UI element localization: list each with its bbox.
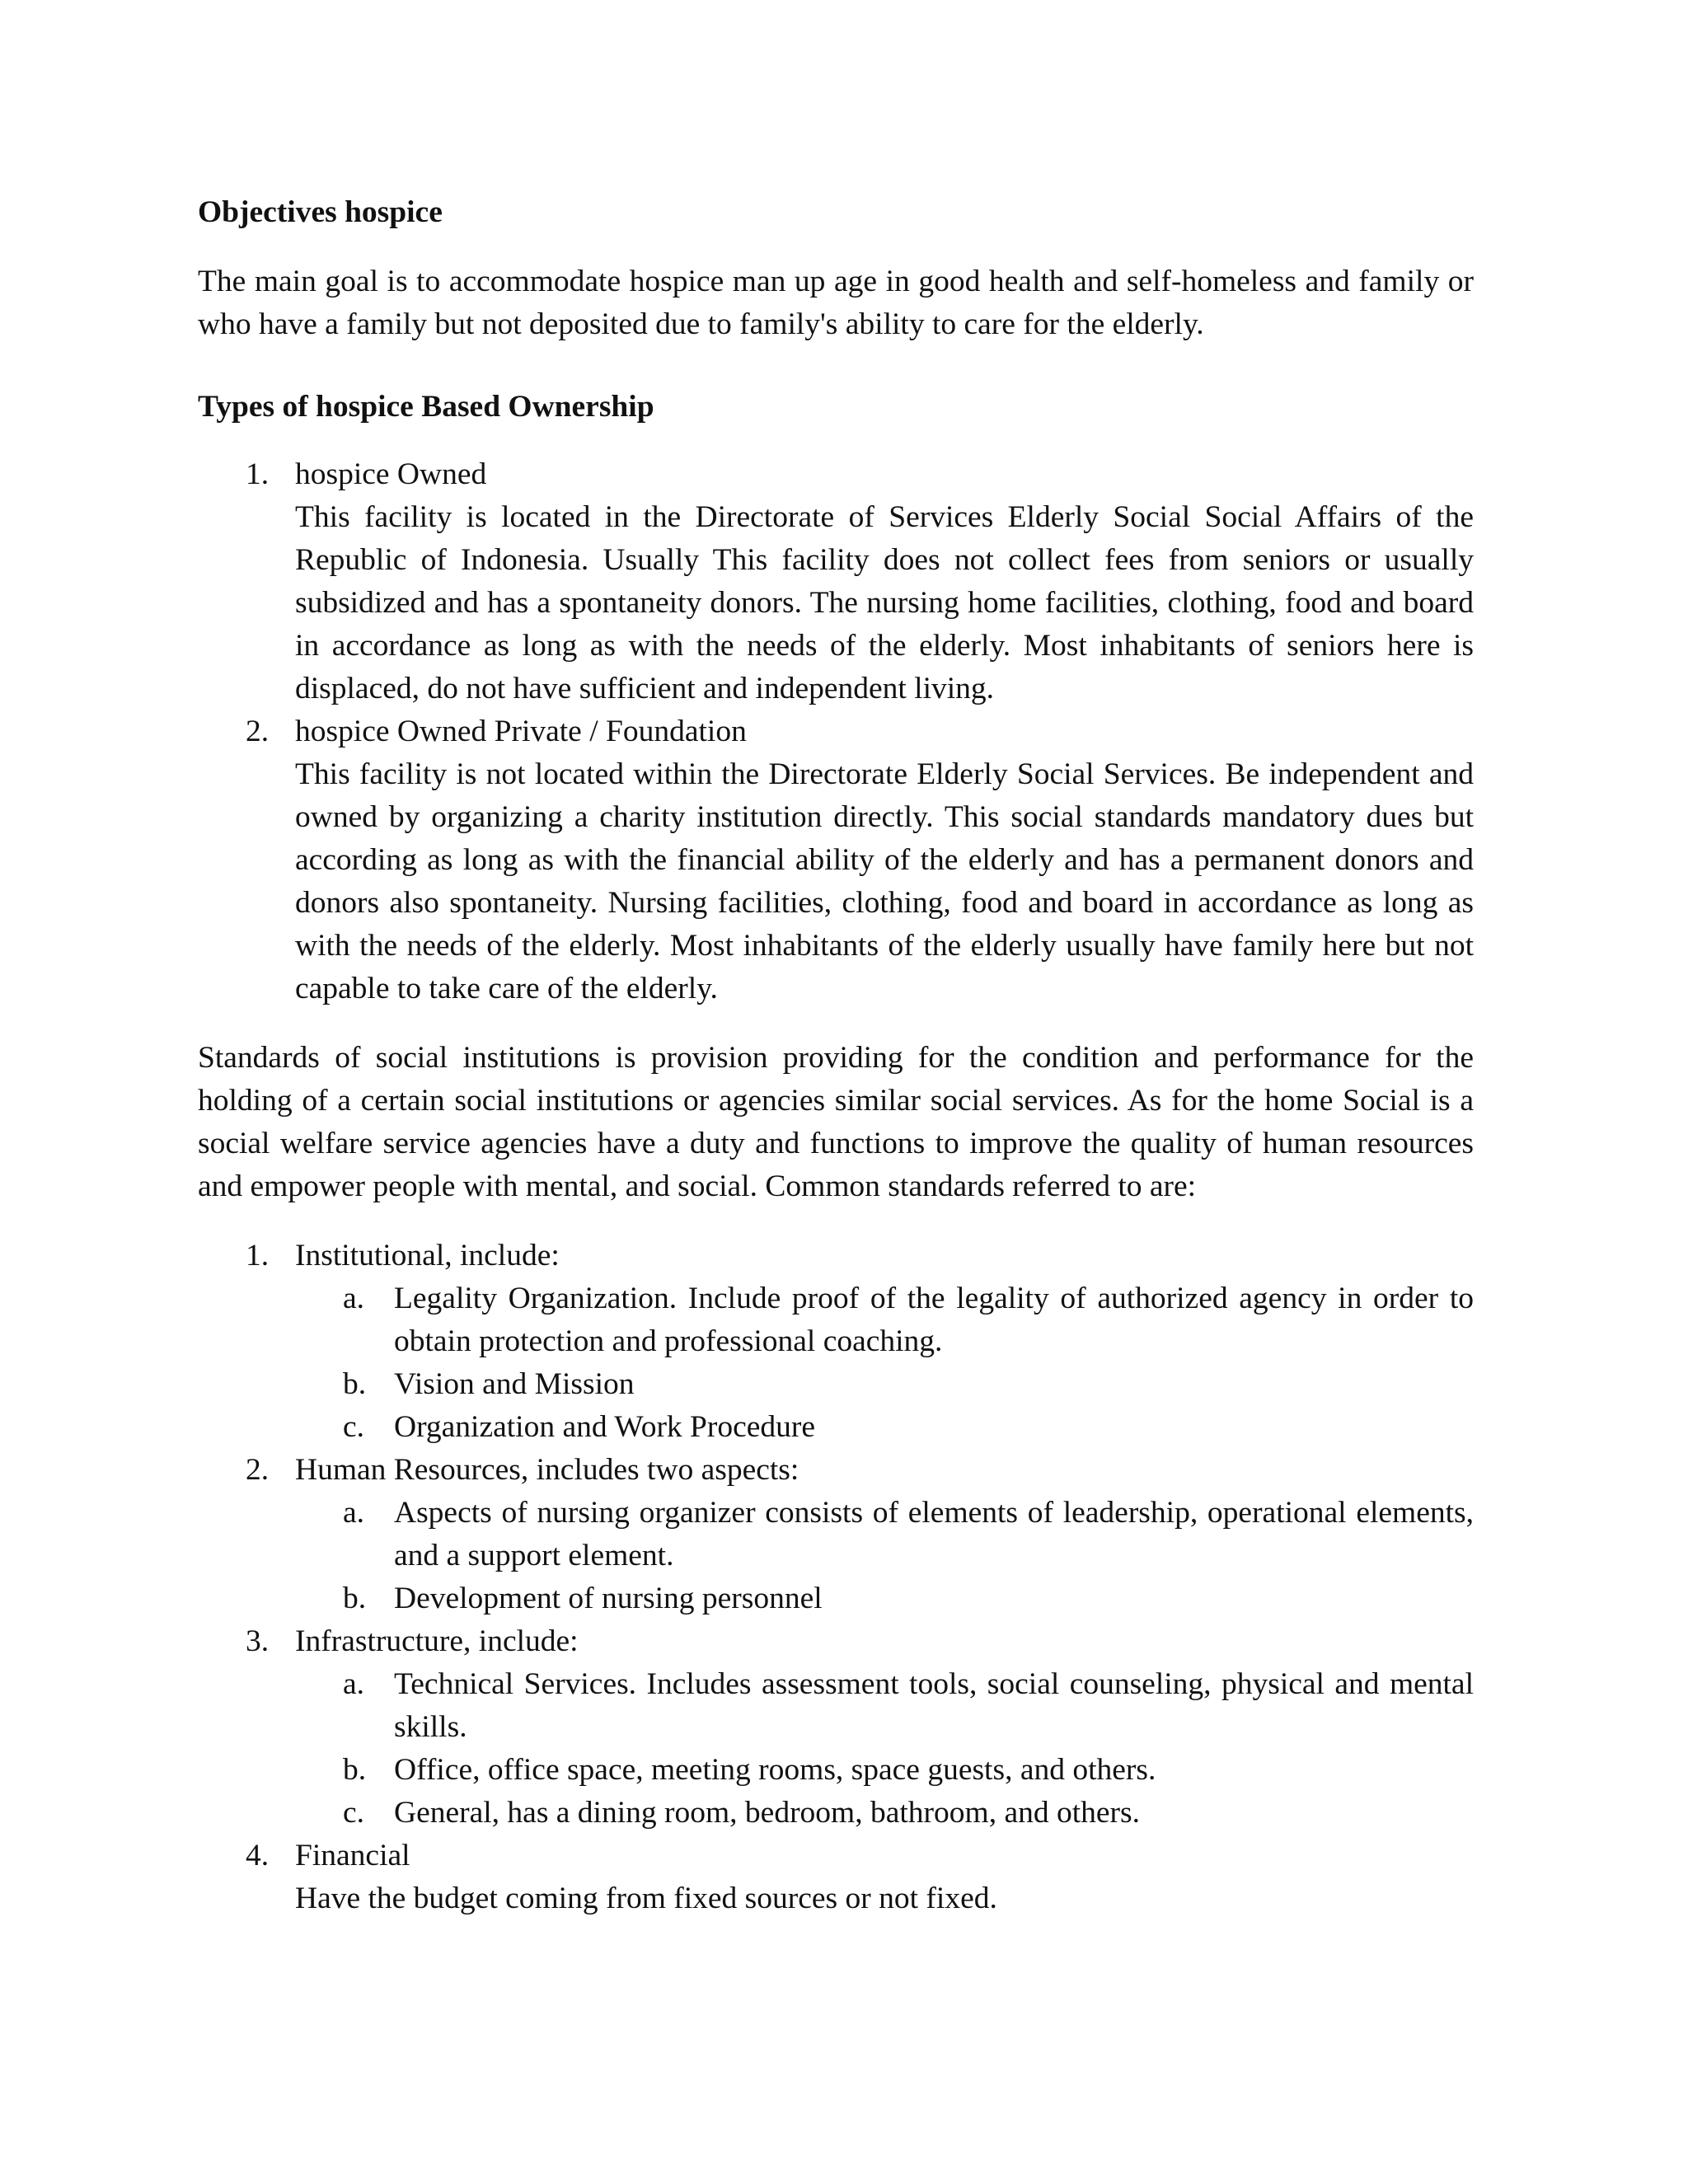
heading-objectives: Objectives hospice	[198, 195, 443, 229]
sub-list-text: Development of nursing personnel	[394, 1582, 823, 1615]
list-item	[198, 1235, 1474, 1449]
list-item	[198, 1449, 1474, 1620]
sub-list-text: Legality Organization. Include proof of the legality of authorized agency in order to obtain protection and professional coaching.	[394, 1282, 1474, 1358]
sub-list-item	[295, 1492, 1474, 1577]
list-marker: 3.	[246, 1624, 270, 1658]
list-item-body: Have the budget coming from fixed sources or not fixed.	[295, 1882, 997, 1915]
list-marker: 2.	[246, 715, 270, 748]
sub-list-marker: c.	[343, 1410, 365, 1444]
list-marker: 1.	[246, 1239, 270, 1272]
list-item-body: This facility is located in the Directorate of Services Elderly Social Social Affairs of the Republic of Indonesia. Usually This facility does not collect fees from seniors or usually subsidized and has a spontaneity donors. The nursing home facilities, clothing, food and board in accordance as long as with the needs of the elderly. Most inhabitants of seniors here is displaced, do not have sufficient and independent living.	[295, 500, 1474, 705]
sub-list-text: General, has a dining room, bedroom, bathroom, and others.	[394, 1796, 1140, 1830]
list-item-title: Institutional, include:	[295, 1239, 560, 1272]
list-item-title: Financial	[295, 1839, 410, 1872]
list-marker: 4.	[246, 1839, 270, 1872]
sub-list	[295, 1492, 1474, 1620]
list-marker: 2.	[246, 1453, 270, 1487]
paragraph-standards: Standards of social institutions is provision providing for the condition and performance for the holding of a certain social institutions or agencies similar social services. As for the home Social is a social welfare service agencies have a duty and functions to improve the quality of human resources and empower people with mental, and social. Common standards referred to are:	[198, 1041, 1474, 1203]
sub-list-item	[295, 1663, 1474, 1749]
list-item-title: Human Resources, includes two aspects:	[295, 1453, 799, 1487]
document-page	[198, 191, 1474, 1947]
list-item-title: hospice Owned Private / Foundation	[295, 715, 747, 748]
sub-list	[295, 1277, 1474, 1449]
list-item	[198, 1835, 1474, 1920]
list-item	[198, 453, 1474, 710]
sub-list-item	[295, 1792, 1474, 1835]
sub-list-text: Vision and Mission	[394, 1367, 635, 1401]
list-item	[198, 1620, 1474, 1835]
sub-list-marker: b.	[343, 1582, 367, 1615]
sub-list-text: Office, office space, meeting rooms, space guests, and others.	[394, 1753, 1156, 1787]
sub-list-text: Aspects of nursing organizer consists of elements of leadership, operational elements, and a support element.	[394, 1496, 1474, 1572]
sub-list-item	[295, 1577, 1474, 1620]
list-item-title: hospice Owned	[295, 457, 487, 491]
sub-list-marker: a.	[343, 1282, 365, 1315]
sub-list-text: Organization and Work Procedure	[394, 1410, 816, 1444]
sub-list-marker: a.	[343, 1496, 365, 1530]
sub-list-item	[295, 1277, 1474, 1363]
sub-list	[295, 1663, 1474, 1835]
list-item-title: Infrastructure, include:	[295, 1624, 579, 1658]
sub-list-marker: c.	[343, 1796, 365, 1830]
standards-list	[198, 1235, 1474, 1920]
sub-list-marker: a.	[343, 1667, 365, 1701]
list-item	[198, 710, 1474, 1010]
heading-types-ownership: Types of hospice Based Ownership	[198, 390, 654, 424]
list-marker: 1.	[246, 457, 270, 491]
sub-list-text: Technical Services. Includes assessment tools, social counseling, physical and mental skills.	[394, 1667, 1474, 1744]
paragraph-main-goal: The main goal is to accommodate hospice man up age in good health and self-homeless and family or who have a family but not deposited due to family's ability to care for the elderly.	[198, 265, 1474, 341]
list-item-body: This facility is not located within the Directorate Elderly Social Services. Be independent and owned by organizing a charity institution directly. This social standards mandatory dues but according as long as with the financial ability of the elderly and has a permanent donors and donors also spontaneity. Nursing facilities, clothing, food and board in accordance as long as with the needs of the elderly. Most inhabitants of the elderly usually have family here but not capable to take care of the elderly.	[295, 757, 1474, 1005]
sub-list-marker: b.	[343, 1367, 367, 1401]
sub-list-item	[295, 1363, 1474, 1406]
sub-list-marker: b.	[343, 1753, 367, 1787]
sub-list-item	[295, 1406, 1474, 1449]
sub-list-item	[295, 1749, 1474, 1792]
ownership-list	[198, 453, 1474, 1010]
